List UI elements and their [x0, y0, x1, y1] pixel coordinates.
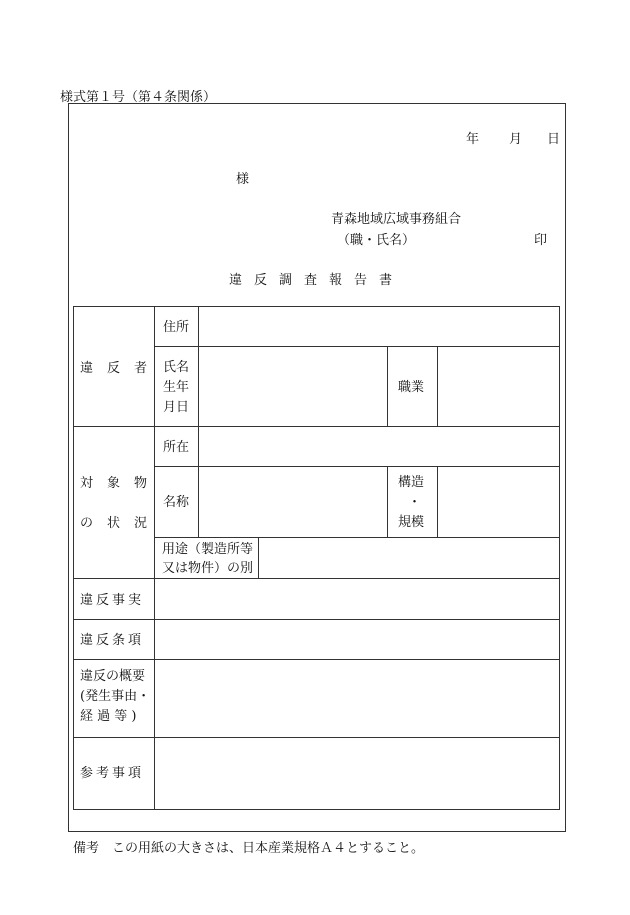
- usage-label-line2: 又は物件）の別: [162, 561, 254, 576]
- reference-value-cell[interactable]: [154, 737, 560, 810]
- summary-value-cell[interactable]: [154, 659, 560, 738]
- target-char: 況: [134, 516, 148, 531]
- doc-title-char: 違: [229, 273, 243, 288]
- doc-title-char: 調: [279, 273, 293, 288]
- seal-mark: 印: [534, 233, 548, 248]
- clause-value-cell[interactable]: [154, 619, 560, 660]
- doc-title-char: 査: [304, 273, 318, 288]
- structure-separator: ・: [408, 495, 422, 510]
- usage-value-cell[interactable]: [258, 537, 560, 579]
- clause-label-cell: [73, 619, 155, 660]
- doc-title-char: 報: [329, 273, 343, 288]
- clause-label: 違反条項: [80, 633, 145, 648]
- form-frame: [68, 103, 566, 832]
- address-value-cell[interactable]: [198, 306, 560, 347]
- reference-label-cell: [73, 737, 155, 810]
- address-label: 住所: [163, 320, 190, 335]
- form-number: 様式第１号（第４条関係）: [60, 90, 217, 105]
- target-char: の: [80, 516, 94, 531]
- violator-char: 違: [80, 361, 94, 376]
- summary-label-line3: 経 過 等 ): [80, 709, 137, 724]
- doc-title-char: 告: [354, 273, 368, 288]
- structure-label: 構造: [398, 475, 425, 490]
- target-char: 対: [80, 476, 94, 491]
- structure-value-cell[interactable]: [437, 466, 560, 538]
- violator-section-header: [73, 306, 155, 427]
- doc-title-char: 反: [254, 273, 268, 288]
- occupation-label-cell: [387, 346, 438, 427]
- scale-label: 規模: [398, 515, 425, 530]
- structure-label-cell: [387, 466, 438, 538]
- target-char: 物: [134, 476, 148, 491]
- facts-label-cell: [73, 578, 155, 620]
- doc-title-char: 書: [379, 273, 393, 288]
- issuer-title-name: （職・氏名）: [337, 233, 416, 248]
- summary-label-line1: 違反の概要: [80, 669, 146, 684]
- target-name-label: 名称: [163, 495, 190, 510]
- violator-char: 反: [107, 361, 121, 376]
- occupation-value-cell[interactable]: [437, 346, 560, 427]
- facts-label: 違反事実: [80, 593, 145, 608]
- date-year: 年: [466, 132, 480, 147]
- target-name-label-cell: [154, 466, 199, 538]
- footnote: 備考 この用紙の大きさは、日本産業規格Ａ４とすること。: [73, 841, 425, 856]
- addressee-suffix: 様: [236, 172, 250, 187]
- violator-char: 者: [134, 361, 148, 376]
- facts-value-cell[interactable]: [154, 578, 560, 620]
- target-section-header: [73, 426, 155, 579]
- occupation-label: 職業: [398, 380, 425, 395]
- location-value-cell[interactable]: [198, 426, 560, 467]
- target-name-value-cell[interactable]: [198, 466, 388, 538]
- usage-label-line1: 用途（製造所等: [162, 542, 254, 557]
- target-char: 状: [107, 516, 121, 531]
- location-label: 所在: [163, 440, 190, 455]
- name-label: 氏名: [163, 360, 190, 375]
- date-month: 月: [509, 132, 523, 147]
- usage-label-cell: [154, 537, 259, 579]
- summary-label-cell: [73, 659, 155, 738]
- birth-label-line1: 生年: [163, 380, 190, 395]
- date-day: 日: [547, 132, 561, 147]
- issuer-org: 青森地域広域事務組合: [331, 212, 462, 227]
- birth-label-line2: 月日: [163, 400, 190, 415]
- summary-label-line2: (発生事由・: [80, 689, 151, 704]
- name-birth-label-cell: [154, 346, 199, 427]
- address-label-cell: [154, 306, 199, 347]
- target-char: 象: [107, 476, 121, 491]
- reference-label: 参考事項: [80, 766, 145, 781]
- name-birth-value-cell[interactable]: [198, 346, 388, 427]
- location-label-cell: [154, 426, 199, 467]
